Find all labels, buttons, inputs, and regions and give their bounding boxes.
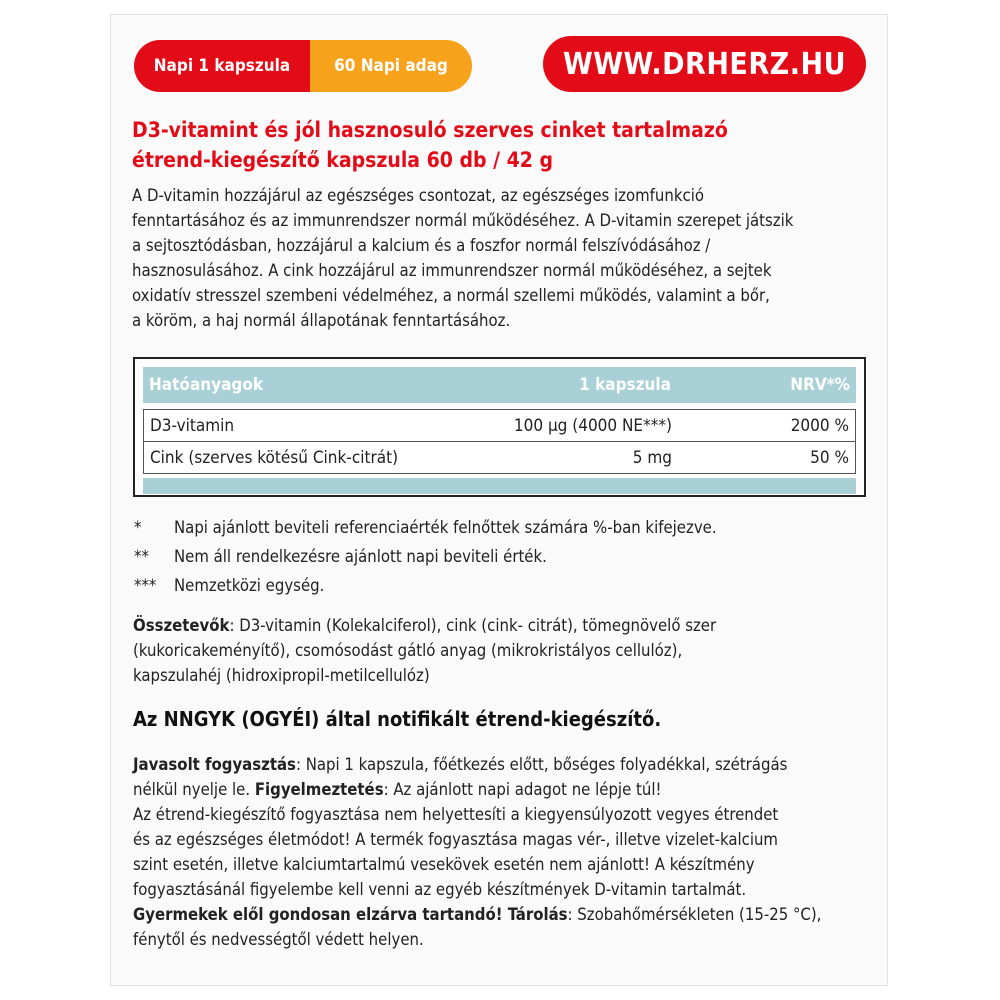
- warning-text: Az étrend-kiegészítő fogyasztása nem helyettesíti a kiegyensúlyozott vegyes étrendet: [133, 805, 779, 824]
- usage-label: Javasolt fogyasztás: [133, 755, 296, 774]
- footnote: [134, 571, 854, 600]
- ingredient-amount: 5 mg: [632, 447, 672, 468]
- intro-line: a köröm, a haj normál állapotának fenntartásához.: [132, 311, 511, 330]
- header-per-capsule: 1 kapszula: [579, 375, 671, 395]
- usage-section: [133, 752, 863, 952]
- ingredient-nrv: 50 %: [810, 447, 849, 468]
- table-header: [143, 367, 856, 403]
- ingredients-text: (kukoricakeményítő), csomósodást gátló anyag (mikrokristályos cellulóz),: [133, 641, 683, 660]
- ingredients-section: [133, 613, 863, 688]
- table-footer-bar: [143, 478, 856, 494]
- ingredient-amount: 100 µg (4000 NE***): [513, 415, 672, 436]
- footnote-mark: **: [134, 547, 149, 566]
- table-row: [143, 442, 856, 474]
- footnote-text: Nem áll rendelkezésre ajánlott napi beviteli érték.: [174, 547, 547, 566]
- intro-line: fenntartásához és az immunrendszer normál működéséhez. A D-vitamin szerepet játszik: [132, 211, 794, 230]
- intro-line: hasznosulásához. A cink hozzájárul az immunrendszer normál működéséhez, a sejtek: [132, 261, 772, 280]
- headline-line: D3-vitamint és jól hasznosuló szerves cinket tartalmazó: [132, 118, 728, 142]
- ingredients-text: : D3-vitamin (Kolekalciferol), cink (cink- citrát), tömegnövelő szer: [229, 616, 717, 635]
- footnote-text: Napi ajánlott beviteli referenciaérték felnőttek számára %-ban kifejezve.: [174, 518, 717, 537]
- footnotes: [134, 513, 854, 600]
- warning-label: Figyelmeztetés: [254, 780, 384, 799]
- ingredient-nrv: 2000 %: [790, 415, 849, 436]
- intro-line: a sejtosztódásban, hozzájárul a kalcium és a foszfor normál felszívódásához /: [132, 236, 711, 255]
- storage-text: : Szobahőmérsékleten (15-25 °C),: [567, 905, 822, 924]
- warning-text: és az egészséges életmódot! A termék fogyasztása magas vér-, illetve vizelet-kalcium: [133, 830, 778, 849]
- daily-capsule-badge: Napi 1 kapszula: [134, 40, 310, 92]
- ingredient-name: D3-vitamin: [150, 415, 235, 436]
- intro-line: oxidatív stresszel szembeni védelméhez, a normál szellemi működés, valamint a bőr,: [132, 286, 770, 305]
- warning-text: fogyasztásánál figyelembe kell venni az egyéb készítmények D-vitamin tartalmát.: [133, 880, 747, 899]
- storage-text: fénytől és nedvességtől védett helyen.: [133, 930, 424, 949]
- usage-text: nélkül nyelje le.: [133, 780, 255, 799]
- ingredients-text: kapszulahéj (hidroxipropil-metilcellulóz): [133, 666, 430, 685]
- warning-text: : Az ajánlott napi adagot ne lépje túl!: [383, 780, 662, 799]
- dosage-badge: [134, 40, 472, 92]
- daily-doses-badge: 60 Napi adag: [310, 40, 472, 92]
- footnote: [134, 513, 854, 542]
- ingredient-name: Cink (szerves kötésű Cink-citrát): [150, 447, 399, 468]
- ingredients-label: Összetevők: [133, 616, 230, 635]
- website-badge: WWW.DRHERZ.HU: [543, 36, 866, 92]
- footnote-text: Nemzetközi egység.: [174, 576, 325, 595]
- table-row: [143, 409, 856, 442]
- footnote: [134, 542, 854, 571]
- intro-line: A D-vitamin hozzájárul az egészséges csontozat, az egészséges izomfunkció: [132, 186, 704, 205]
- header-active-ingredients: Hatóanyagok: [149, 375, 264, 395]
- usage-text: : Napi 1 kapszula, főétkezés előtt, bőséges folyadékkal, szétrágás: [295, 755, 788, 774]
- footnote-mark: ***: [134, 576, 157, 595]
- notification-statement: Az NNGYK (OGYÉI) által notifikált étrend-kiegészítő.: [133, 707, 662, 731]
- product-headline: [132, 115, 832, 175]
- storage-label: Gyermekek elől gondosan elzárva tartandó! Tárolás: [133, 905, 568, 924]
- header-nrv: NRV*%: [790, 375, 850, 395]
- footnote-mark: *: [134, 518, 142, 537]
- nutrition-table: [133, 357, 866, 497]
- warning-text: szint esetén, illetve kalciumtartalmú vesekövek esetén nem ajánlott! A készítmény: [133, 855, 755, 874]
- intro-paragraph: [132, 183, 860, 333]
- headline-line: étrend-kiegészítő kapszula 60 db / 42 g: [132, 148, 553, 172]
